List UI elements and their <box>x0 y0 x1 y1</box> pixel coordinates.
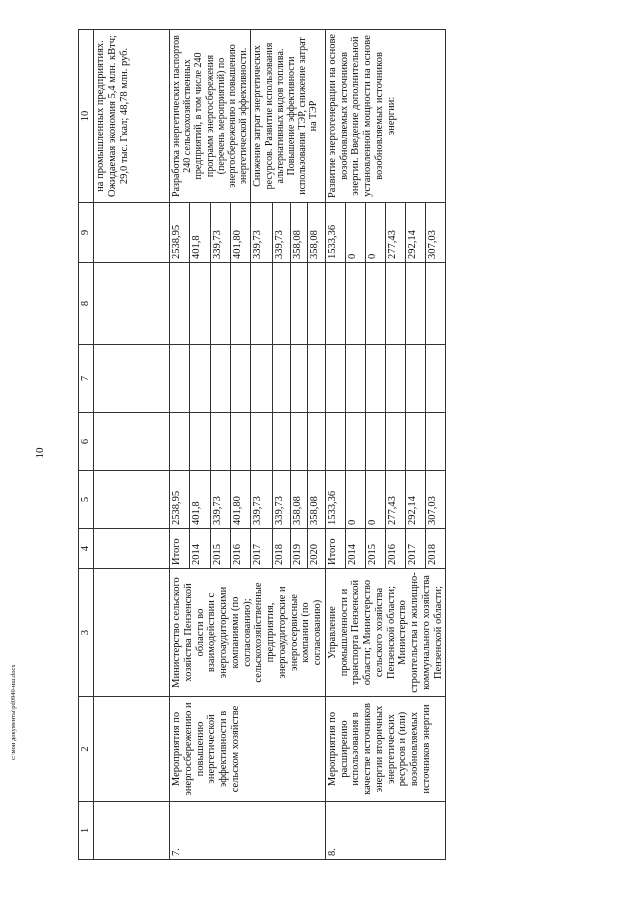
year-cell: 2014 <box>345 529 365 569</box>
row-number: 8. <box>325 802 446 860</box>
amount-cell: 401,8 <box>190 203 210 263</box>
amount-cell: 0 <box>365 203 385 263</box>
expected-result: Развитие энергогенерации на основе возобновляемых источников энергии. Введение дополнительной установленной мощности на основе возобновляемых источников энергии: <box>325 30 446 203</box>
amount-cell: 292,14 <box>406 471 426 529</box>
year-cell: Итого <box>325 529 345 569</box>
amount-cell: 401,80 <box>230 471 250 529</box>
amount-cell: 339,73 <box>251 471 273 529</box>
amount-cell: 358,08 <box>290 471 308 529</box>
rotated-table-wrapper <box>78 30 598 860</box>
year-cell: 2015 <box>365 529 385 569</box>
executor: Министерство сельского хозяйства Пензенской области во взаимодействии с энергоаудиторскими компаниями (по согласованию); сельскохозяйственные предприятия, энергоаудиторские и энергосервисные компании (по согласованию) <box>170 569 326 697</box>
year-cell: 2015 <box>210 529 230 569</box>
year-cell: 2017 <box>406 529 426 569</box>
program-measures-table <box>78 29 446 860</box>
amount-cell: 307,03 <box>426 471 446 529</box>
header-cell: 4 <box>79 529 94 569</box>
table-row-7 <box>170 30 190 860</box>
year-cell: 2018 <box>273 529 291 569</box>
amount-cell: 277,43 <box>385 203 405 263</box>
amount-cell: 339,73 <box>210 471 230 529</box>
amount-cell: 1533,36 <box>325 203 345 263</box>
expected-result: Снижение затрат энергетических ресурсов. Развитие использования альтернативных видов топлива. Повышение эффективности использования ТЭР, снижение затрат на ТЭР <box>251 30 325 203</box>
year-cell: 2020 <box>308 529 326 569</box>
measure-name: Мероприятия по расширению использования в качестве источников энергии вторичных энергетических ресурсов и (или) возобновляемых источников энергии <box>325 697 446 802</box>
amount-cell: 339,73 <box>273 471 291 529</box>
amount-cell: 2538,95 <box>170 203 190 263</box>
amount-cell: 358,08 <box>308 203 326 263</box>
year-cell: 2014 <box>190 529 210 569</box>
measure-name: Мероприятия по энергосбережению и повышению энергетической эффективности в сельском хозяйстве <box>170 697 326 802</box>
header-cell: 6 <box>79 413 94 471</box>
executor: Управление промышленности и транспорта Пензенской области; Министерство сельского хозяйства Пензенской области; Министерство строительства и жилищно-коммунального хозяйства Пензенской области; <box>325 569 446 697</box>
header-cell: 5 <box>79 471 94 529</box>
amount-cell: 1533,36 <box>325 471 345 529</box>
header-cell: 2 <box>79 697 94 802</box>
header-row <box>79 30 94 860</box>
page-number: 10 <box>34 447 46 459</box>
year-cell: 2017 <box>251 529 273 569</box>
amount-cell: 358,08 <box>308 471 326 529</box>
footer-file-path: c:\мои документы\pd0940-нш.docx <box>10 664 17 760</box>
amount-cell: 292,14 <box>406 203 426 263</box>
amount-cell: 0 <box>345 203 365 263</box>
continuation-result: на промышленных предприятиях. Ожидаемая экономия 5,4 млн. кВтч; 29,0 тыс. Гкал; 48,78 млн. руб. <box>94 30 170 203</box>
year-cell: 2019 <box>290 529 308 569</box>
continuation-row <box>94 30 170 860</box>
row-number: 7. <box>170 802 326 860</box>
amount-cell: 401,80 <box>230 203 250 263</box>
amount-cell: 339,73 <box>210 203 230 263</box>
amount-cell: 307,03 <box>426 203 446 263</box>
table-row-8 <box>325 30 345 860</box>
header-cell: 1 <box>79 802 94 860</box>
year-cell: 2016 <box>385 529 405 569</box>
header-cell: 3 <box>79 569 94 697</box>
amount-cell: 401,8 <box>190 471 210 529</box>
year-cell: 2016 <box>230 529 250 569</box>
amount-cell: 339,73 <box>273 203 291 263</box>
amount-cell: 277,43 <box>385 471 405 529</box>
expected-result: Разработка энергетических паспортов 240 сельскохозяйственных предприятий, в том числе 240 программ энергосбережения (перечень мероприятий) по энергосбережению и повышению энергетической эффективности. <box>170 30 251 203</box>
amount-cell: 0 <box>345 471 365 529</box>
header-cell: 7 <box>79 345 94 413</box>
year-cell: 2018 <box>426 529 446 569</box>
header-cell: 10 <box>79 30 94 203</box>
amount-cell: 358,08 <box>290 203 308 263</box>
header-cell: 9 <box>79 203 94 263</box>
amount-cell: 2538,95 <box>170 471 190 529</box>
header-cell: 8 <box>79 263 94 345</box>
amount-cell: 339,73 <box>251 203 273 263</box>
year-cell: Итого <box>170 529 190 569</box>
amount-cell: 0 <box>365 471 385 529</box>
